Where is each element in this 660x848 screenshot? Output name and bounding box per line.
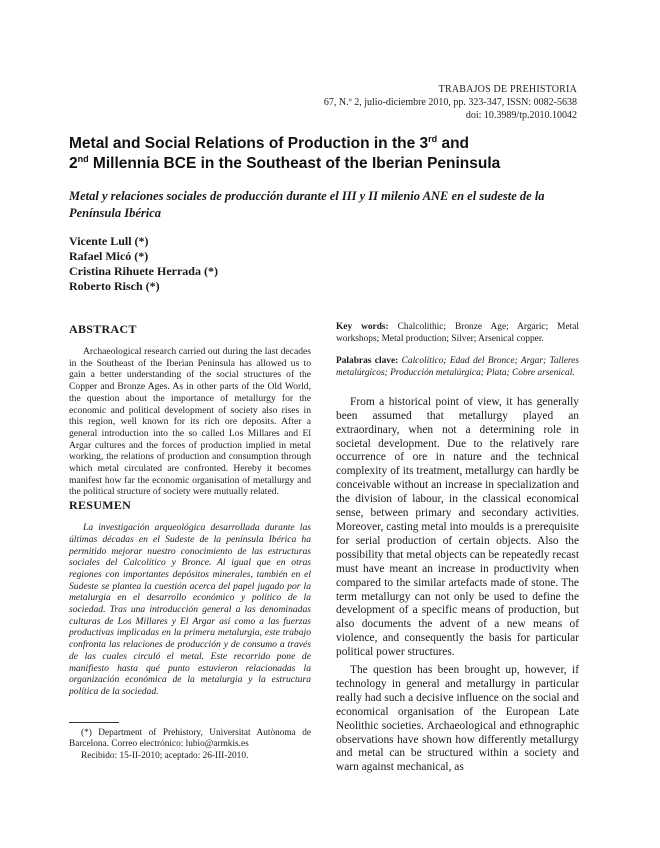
paper-title	[69, 134, 589, 174]
keywords-label: Key words:	[336, 322, 389, 332]
abstract-heading: ABSTRACT	[69, 322, 137, 336]
title-sup-nd: nd	[77, 154, 89, 164]
author: Cristina Rihuete Herrada (*)	[69, 264, 218, 278]
doi[interactable]: doi: 10.3989/tp.2010.10042	[465, 110, 577, 121]
title-sup-rd: rd	[428, 134, 438, 144]
journal-name: TRABAJOS DE PREHISTORIA	[438, 84, 577, 95]
journal-header	[324, 83, 577, 122]
author: Rafael Micó (*)	[69, 249, 149, 263]
abstract-text: Archaeological research carried out during the last decades in the Southeast of the Iberian Peninsula has allowed us to gain a better understanding of the social structures of the Copper and Bronze Ages. As in other parts of the Old World, the question about the importance of metallurgy for the economic and political development of society also rises in this region, well known for its rich ore deposits. After a general introduction into the so called Los Millares and El Argar cultures and the forces of production implied in metal working, the relations of production and consumption through which metal circulated are confronted. Hereby it becomes manifest how far the economic organisation of metallurgy and the political structure of society were mutually related.	[69, 346, 311, 498]
footnote-rule	[69, 722, 119, 723]
keywords	[336, 322, 579, 345]
author: Vicente Lull (*)	[69, 234, 149, 248]
title-line1: Metal and Social Relations of Production in the 3	[69, 135, 429, 152]
paper-subtitle: Metal y relaciones sociales de producción durante el III y II milenio ANE en el sudeste de la Península Ibérica	[69, 189, 545, 220]
left-column	[69, 322, 311, 698]
resumen-text: La investigación arqueológica desarrollada durante las últimas décadas en el Sudeste de la península Ibérica ha permitido mejorar nuestro conocimiento de las estructuras sociales del Calcolítico y Bronce. Al igual que en otras regiones con importantes depósitos minerales, también en el Sudeste se plantea la cuestión acerca del papel jugado por la metalurgia en el desarrollo económico y político de la sociedad. Tras una introducción general a las denominadas culturas de Los Millares y El Argar así como a las fuerzas productivas implicadas en la primera metalurgia, este trabajo confronta las relaciones de producción y de consumo a través de las cuales circuló el metal. Este recorrido pone de manifiesto hasta qué punto estuvieron relacionadas la organización económica de la metalurgia y la estructura política de la sociedad.	[69, 522, 311, 697]
body-paragraph-2: The question has been brought up, however, if technology in general and metallurgy in particular really had such a decisive influence on the social and economical organisation of the European Late Neolithic societies. Archaeological and ethnographic observations have shown how differently metallurgy and metal can be structured within a society and warn against mechanical, as	[336, 664, 579, 774]
title-line2: Millennia BCE in the Southeast of the Iberian Peninsula	[88, 155, 501, 172]
footnote-affiliation: (*) Department of Prehistory, Universitat Autònoma de Barcelona. Correo electrónico: lubio@armkis.es	[69, 728, 311, 750]
keywords-value: Chalcolithic; Bronze Age; Argaric; Metal workshops; Metal production; Silver; Arsenical copper.	[336, 322, 579, 344]
right-column	[336, 322, 579, 775]
body-paragraph-1: From a historical point of view, it has generally been assumed that metallurgy played an extraordinary, when not a determining role in societal development. Due to the relatively rare occurrence of ore in nature and the technical complexity of its treatment, metallurgy can hardly be conceivable without an increase in specialization and the division of labour, in the classical economical sense, between primary and secondary activities. Moreover, casting metal into moulds is a prerequisite for serial production of certain objects. Also the possibility that metal objects can be repeatedly recast must have meant an increase in productivity when compared to the similar artefacts made of stone. The term metallurgy can not only be used to define the development of a specific means of production, but also documents the advent of a new means of violence, and consequently the basis for particular political power structures.	[336, 395, 579, 659]
footnote-received: Recibido: 15-II-2010; aceptado: 26-III-2010.	[81, 750, 249, 761]
footnote	[69, 722, 311, 762]
palabras-clave	[336, 356, 579, 379]
palabras-value: Calcolítico; Edad del Bronce; Argar; Talleres metalúrgicos; Producción metalúrgica; Plata; Cobre arsenical.	[336, 356, 579, 379]
palabras-label: Palabras clave:	[336, 356, 399, 367]
title-line1-end: and	[437, 135, 470, 152]
resumen-heading: RESUMEN	[69, 498, 132, 513]
journal-citation: 67, N.º 2, julio-diciembre 2010, pp. 323-347, ISSN: 0082-5638	[323, 97, 577, 108]
title-line2-num: 2	[69, 155, 78, 172]
author-list	[69, 234, 218, 294]
author: Roberto Risch (*)	[69, 279, 160, 293]
